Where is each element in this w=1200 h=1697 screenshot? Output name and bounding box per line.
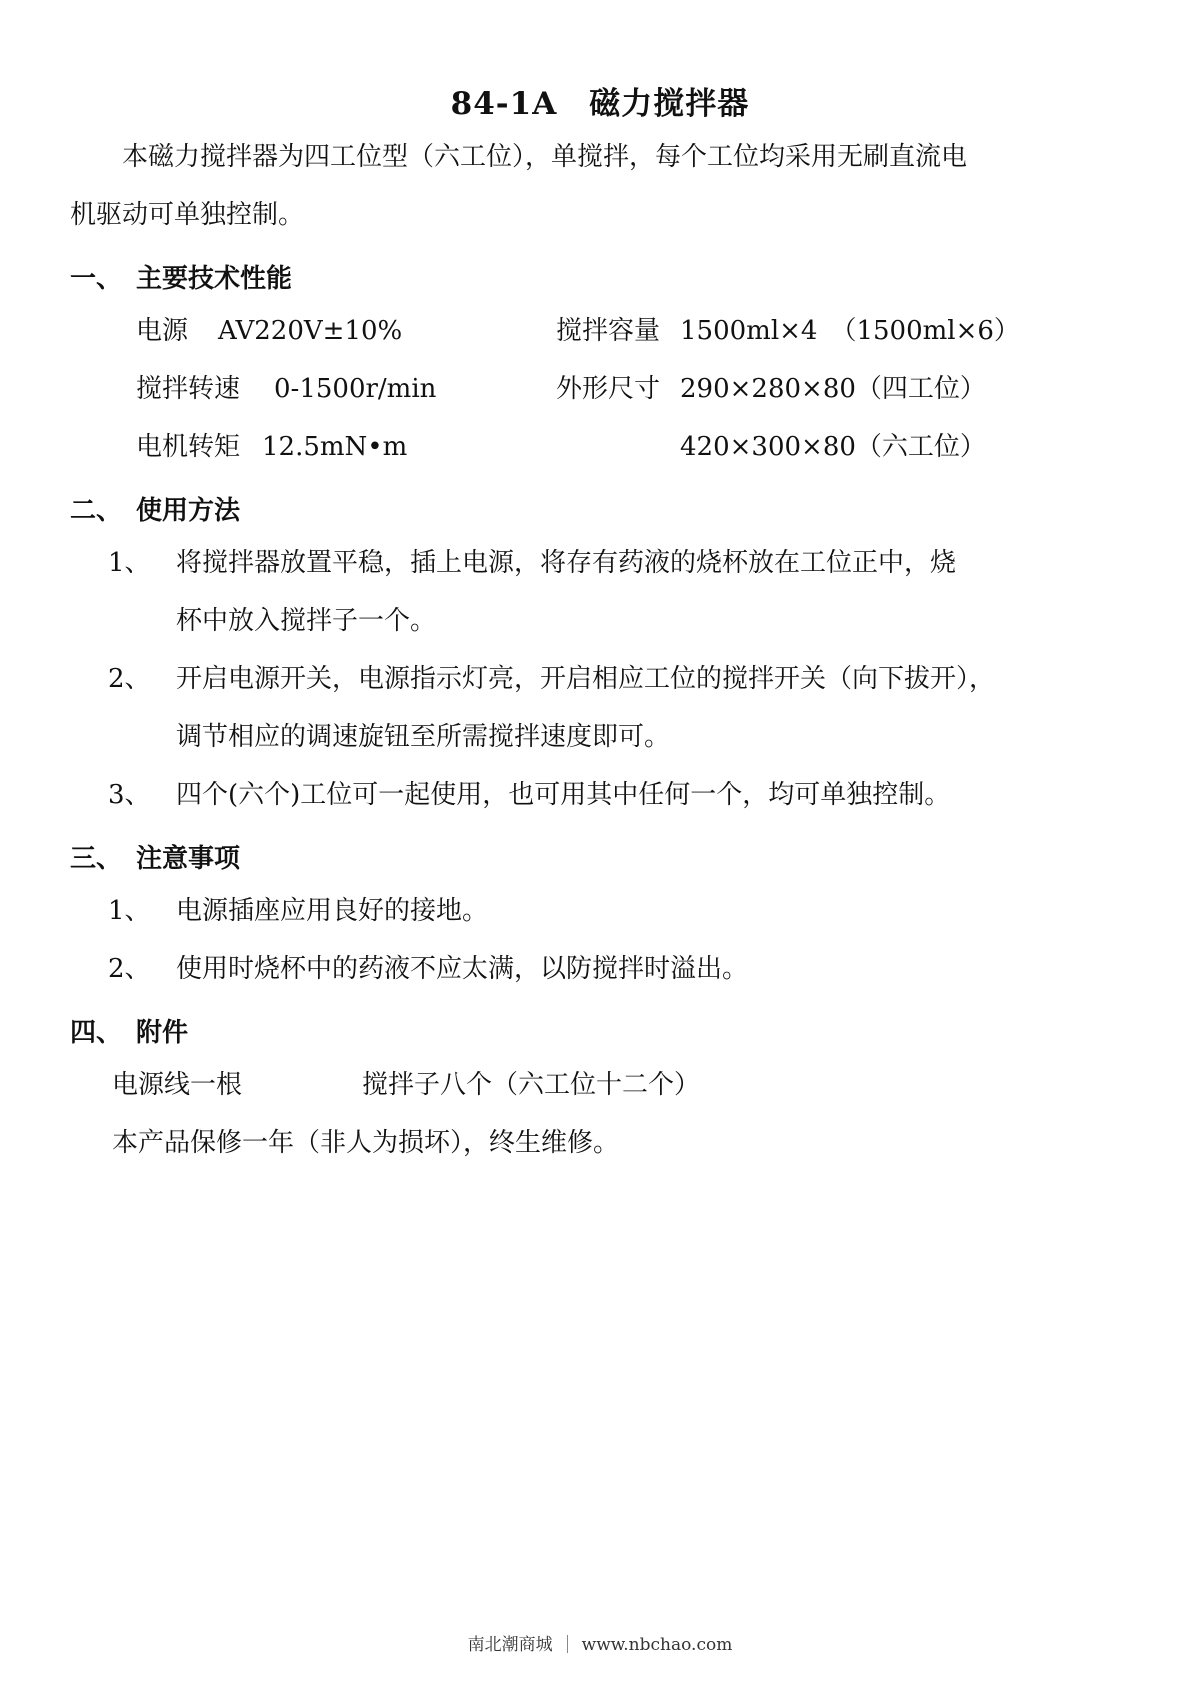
section-4-title: 附件 — [136, 1018, 189, 1048]
spec-capacity-value: 1500ml×4 （1500ml×6） — [680, 316, 1020, 346]
section-2-title: 使用方法 — [136, 496, 241, 526]
warranty-text: 本产品保修一年（非人为损坏），终生维修。 — [112, 1128, 620, 1158]
usage-item-1-number: 1、 — [108, 548, 151, 578]
usage-item-1-line-1: 将搅拌器放置平稳，插上电源，将存有药液的烧杯放在工位正中，烧 — [176, 548, 957, 578]
spec-dimensions-value-4: 290×280×80（四工位） — [680, 374, 986, 404]
usage-item-3-line-1: 四个(六个)工位可一起使用，也可用其中任何一个，均可单独控制。 — [176, 780, 951, 810]
footer-url-link[interactable]: www.nbchao.com — [581, 1635, 733, 1655]
caution-item-2-number: 2、 — [108, 954, 151, 984]
document-title: 84-1A 磁力搅拌器 — [450, 86, 750, 122]
spec-power-value: AV220V±10% — [218, 316, 403, 346]
section-1-number: 一、 — [70, 264, 123, 294]
spec-speed-value: 0-1500r/min — [274, 374, 437, 404]
spec-speed-label: 搅拌转速 — [136, 374, 241, 404]
usage-item-1-line-2: 杯中放入搅拌子一个。 — [176, 606, 437, 636]
usage-item-2-line-2: 调节相应的调速旋钮至所需搅拌速度即可。 — [176, 722, 671, 752]
page-footer — [0, 1630, 1200, 1655]
footer-site-name: 南北潮商城 — [467, 1635, 553, 1655]
section-3-title: 注意事项 — [136, 844, 241, 874]
intro-line-1: 本磁力搅拌器为四工位型（六工位），单搅拌，每个工位均采用无刷直流电 — [122, 142, 968, 172]
accessory-stir-bars: 搅拌子八个（六工位十二个） — [362, 1070, 701, 1100]
usage-item-2-line-1: 开启电源开关，电源指示灯亮，开启相应工位的搅拌开关（向下拔开）， — [176, 664, 996, 694]
accessory-power-cord: 电源线一根 — [112, 1070, 243, 1100]
caution-item-1-line-1: 电源插座应用良好的接地。 — [176, 896, 489, 926]
usage-item-3-number: 3、 — [108, 780, 151, 810]
section-2-number: 二、 — [70, 496, 123, 526]
intro-line-2: 机驱动可单独控制。 — [70, 200, 305, 230]
caution-item-1-number: 1、 — [108, 896, 151, 926]
footer-divider — [567, 1635, 568, 1653]
spec-dimensions-label: 外形尺寸 — [556, 374, 661, 404]
section-4-number: 四、 — [70, 1018, 123, 1048]
caution-item-2-line-1: 使用时烧杯中的药液不应太满，以防搅拌时溢出。 — [176, 954, 749, 984]
spec-capacity-label: 搅拌容量 — [556, 316, 661, 346]
usage-item-2-number: 2、 — [108, 664, 151, 694]
spec-torque-label: 电机转矩 — [136, 432, 241, 462]
spec-torque-value: 12.5mN•m — [262, 432, 408, 462]
section-3-number: 三、 — [70, 844, 123, 874]
section-1-title: 主要技术性能 — [136, 264, 293, 294]
spec-dimensions-value-6: 420×300×80（六工位） — [680, 432, 986, 462]
spec-power-label: 电源 — [136, 316, 189, 346]
